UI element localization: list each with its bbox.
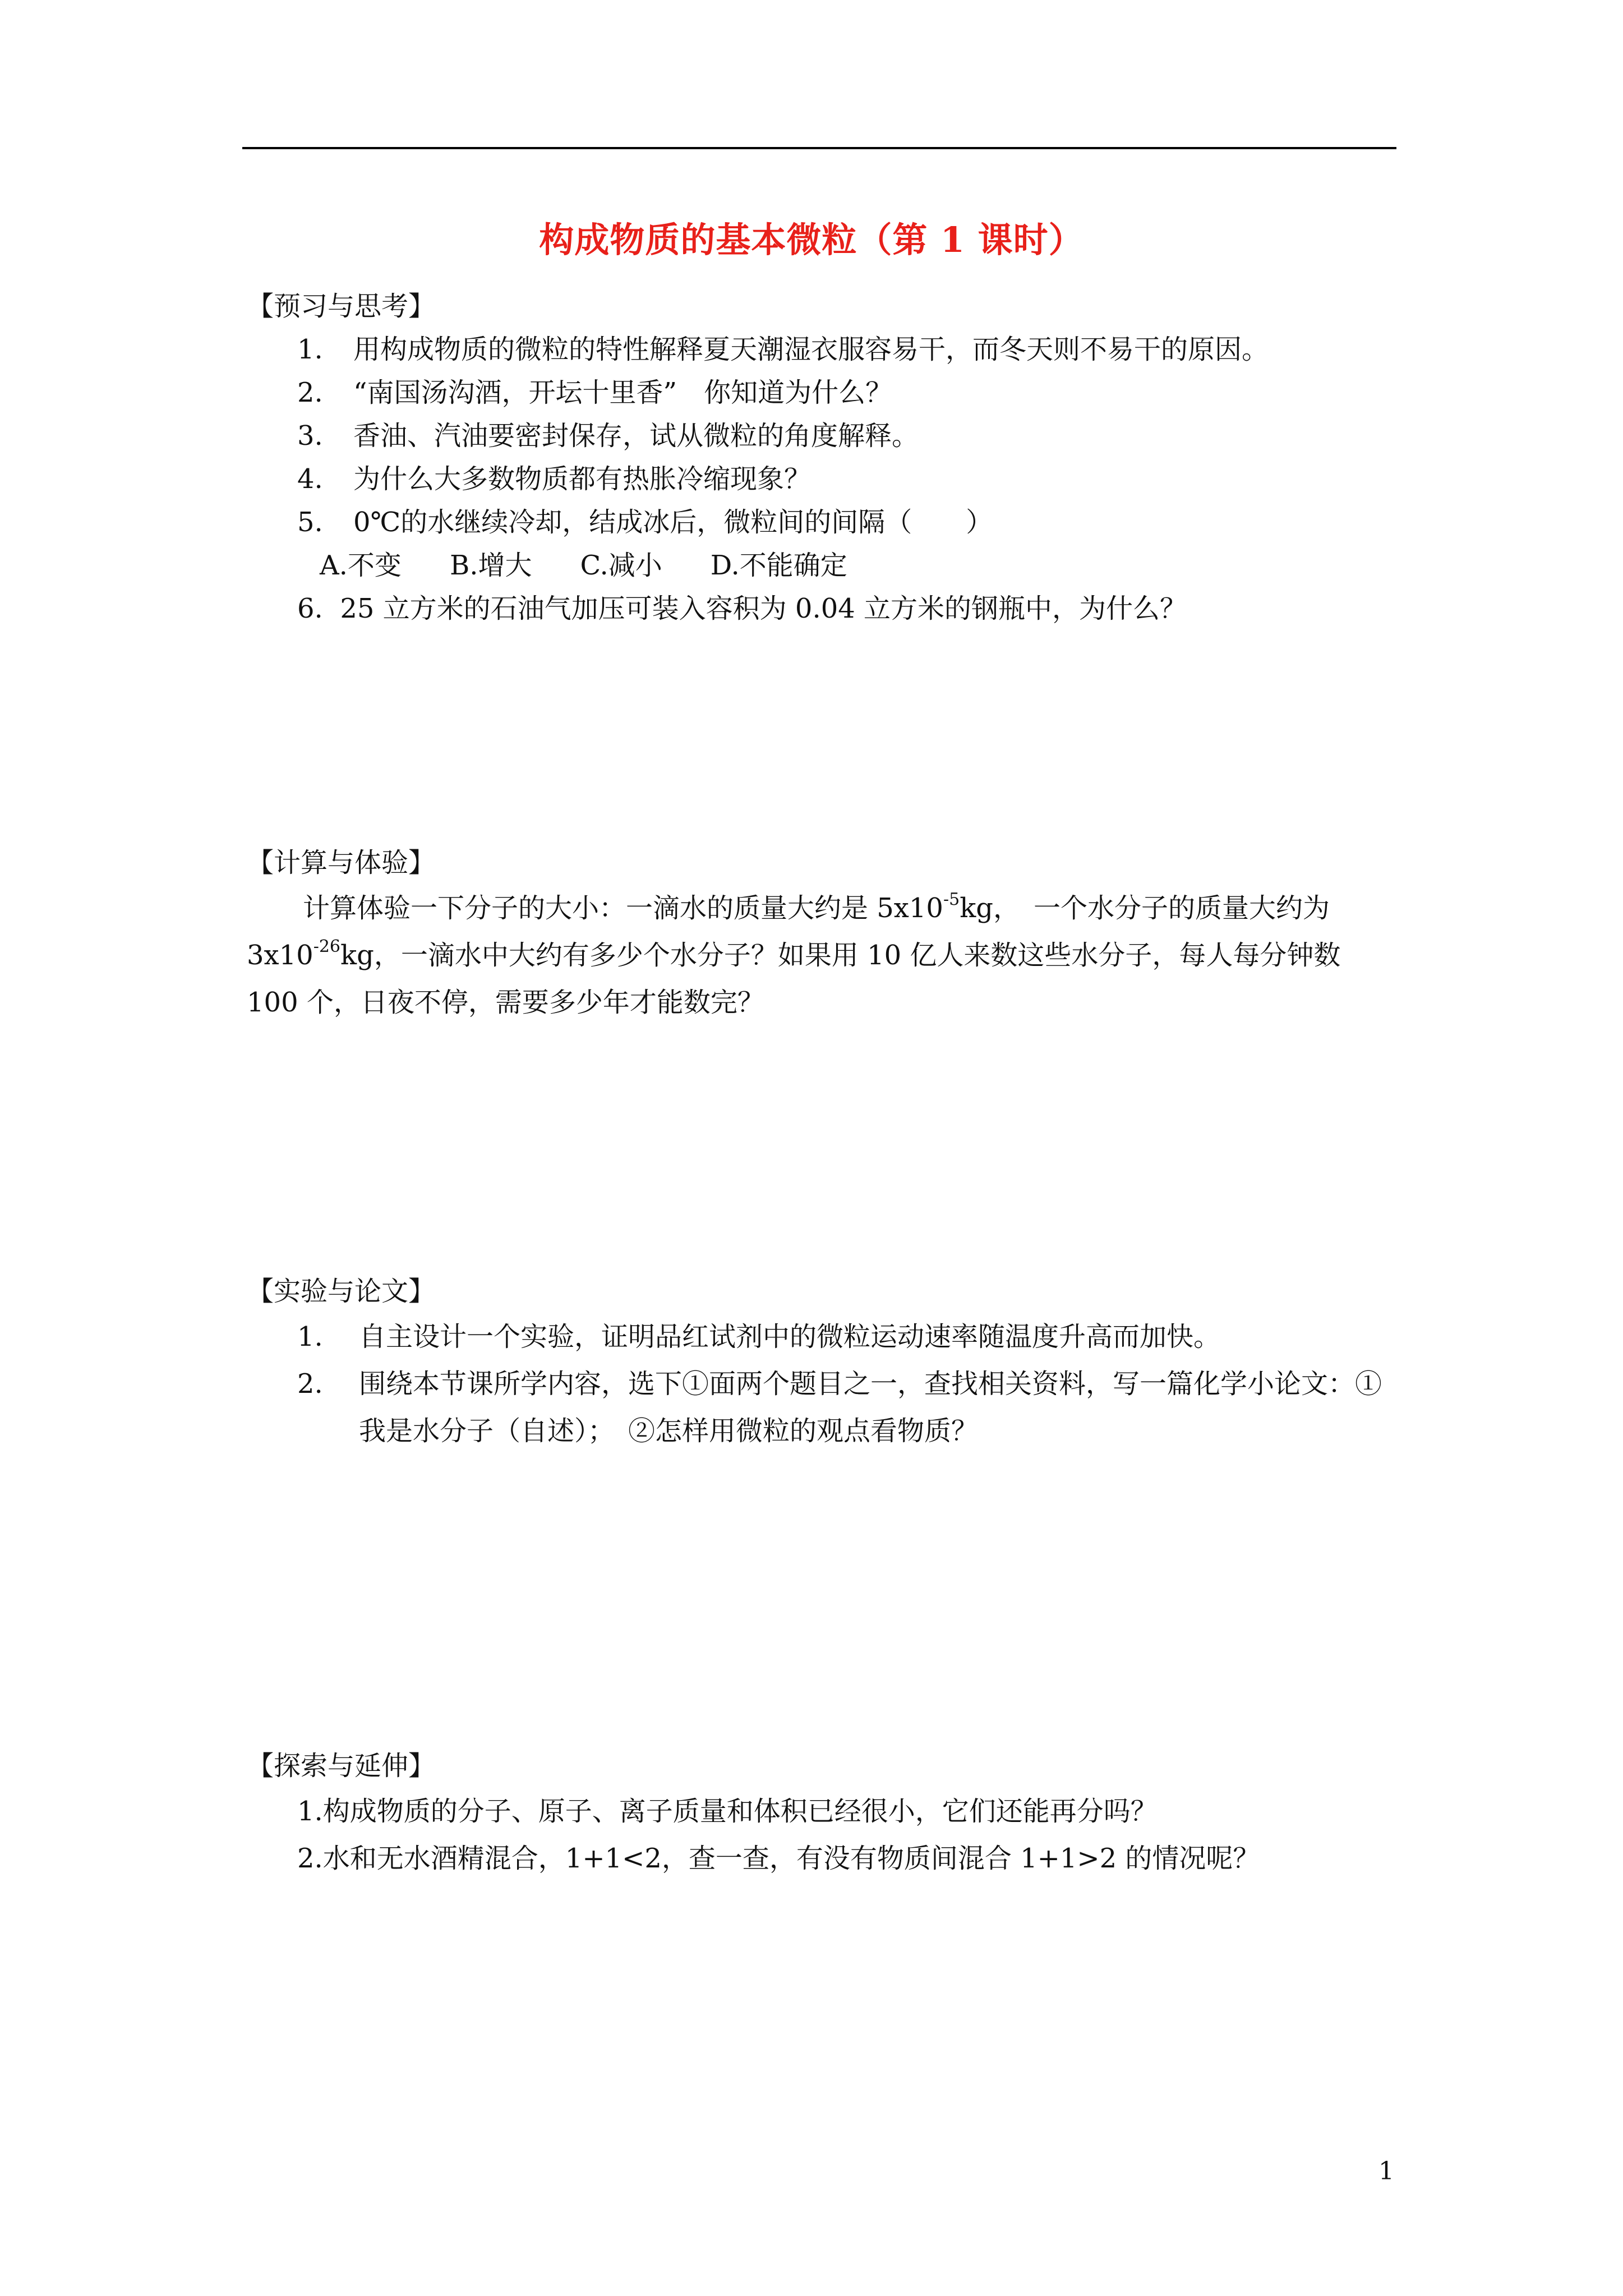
- section-heading: 【预习与思考】: [247, 291, 436, 322]
- question-number: 5.: [297, 507, 323, 538]
- paragraph-line: [247, 932, 1402, 979]
- question-number: 1.: [297, 334, 323, 365]
- question-continuation: 我是水分子（自述）； ②怎样用微粒的观点看物质？: [359, 1415, 979, 1447]
- question-text: 香油、汽油要密封保存，试从微粒的角度解释。: [353, 420, 919, 452]
- option-b: B.增大: [449, 550, 532, 581]
- section-preview: [247, 285, 1402, 631]
- section-heading: 【计算与体验】: [247, 847, 436, 878]
- section-calc: [247, 841, 1402, 1026]
- paragraph-line: 100 个，日夜不停，需要多少年才能数完？: [247, 987, 764, 1018]
- option-c: C.减小: [580, 550, 662, 581]
- section-heading: 【实验与论文】: [247, 1276, 436, 1307]
- question-item: [247, 1313, 1402, 1360]
- question-number: 3.: [297, 420, 323, 452]
- exponent: -5: [943, 890, 960, 909]
- question-text: 自主设计一个实验，证明品红试剂中的微粒运动速率随温度升高而加快。: [359, 1321, 1221, 1352]
- question-number: 1.: [297, 1321, 323, 1352]
- question-text: 为什么大多数物质都有热胀冷缩现象？: [353, 463, 811, 495]
- question-number: 2.: [297, 377, 323, 408]
- question-item: [247, 415, 1402, 458]
- option-a: A.不变: [320, 550, 402, 581]
- question-item: [247, 371, 1402, 415]
- header-rule: [242, 147, 1396, 149]
- question-item: [247, 328, 1402, 371]
- question-item: [247, 458, 1402, 501]
- question-text: 围绕本节课所学内容，选下①面两个题目之一，查找相关资料，写一篇化学小论文：①: [359, 1368, 1382, 1400]
- option-d: D.不能确定: [710, 550, 847, 581]
- answer-options: [247, 544, 1402, 587]
- question-number: 6.: [297, 593, 323, 624]
- question-text: 25 立方米的石油气加压可装入容积为 0.04 立方米的钢瓶中，为什么？: [340, 593, 1187, 624]
- question-item: [247, 1360, 1402, 1407]
- section-explore: [247, 1745, 1402, 1882]
- question-text: “南国汤沟酒，开坛十里香” 你知道为什么？: [353, 377, 893, 408]
- page-number: 1: [1378, 2157, 1394, 2185]
- text-run: 3x10: [247, 940, 313, 971]
- question-item: [247, 587, 1402, 631]
- section-heading: 【探索与延伸】: [247, 1750, 436, 1782]
- question-item: 2.水和无水酒精混合，1+1<2，查一查，有没有物质间混合 1+1>2 的情况呢？: [297, 1843, 1260, 1874]
- question-text: 0℃的水继续冷却，结成冰后，微粒间的间隔（ ）: [353, 507, 993, 538]
- page-title: 构成物质的基本微粒（第 1 课时）: [539, 219, 1084, 260]
- question-number: 2.: [297, 1368, 323, 1400]
- text-run: 计算体验一下分子的大小：一滴水的质量大约是 5x10: [303, 892, 943, 924]
- text-run: kg，一滴水中大约有多少个水分子？如果用 10 亿人来数这些水分子，每人每分钟数: [340, 940, 1341, 971]
- exponent: -26: [313, 937, 340, 956]
- paragraph-line: [247, 885, 1402, 932]
- question-item: 1.构成物质的分子、原子、离子质量和体积已经很小，它们还能再分吗？: [297, 1796, 1158, 1827]
- question-text: 用构成物质的微粒的特性解释夏天潮湿衣服容易干，而冬天则不易干的原因。: [353, 334, 1269, 365]
- section-experiment: [247, 1270, 1402, 1455]
- text-run: kg， 一个水分子的质量大约为: [960, 892, 1330, 924]
- question-item: [247, 501, 1402, 544]
- question-number: 4.: [297, 463, 323, 495]
